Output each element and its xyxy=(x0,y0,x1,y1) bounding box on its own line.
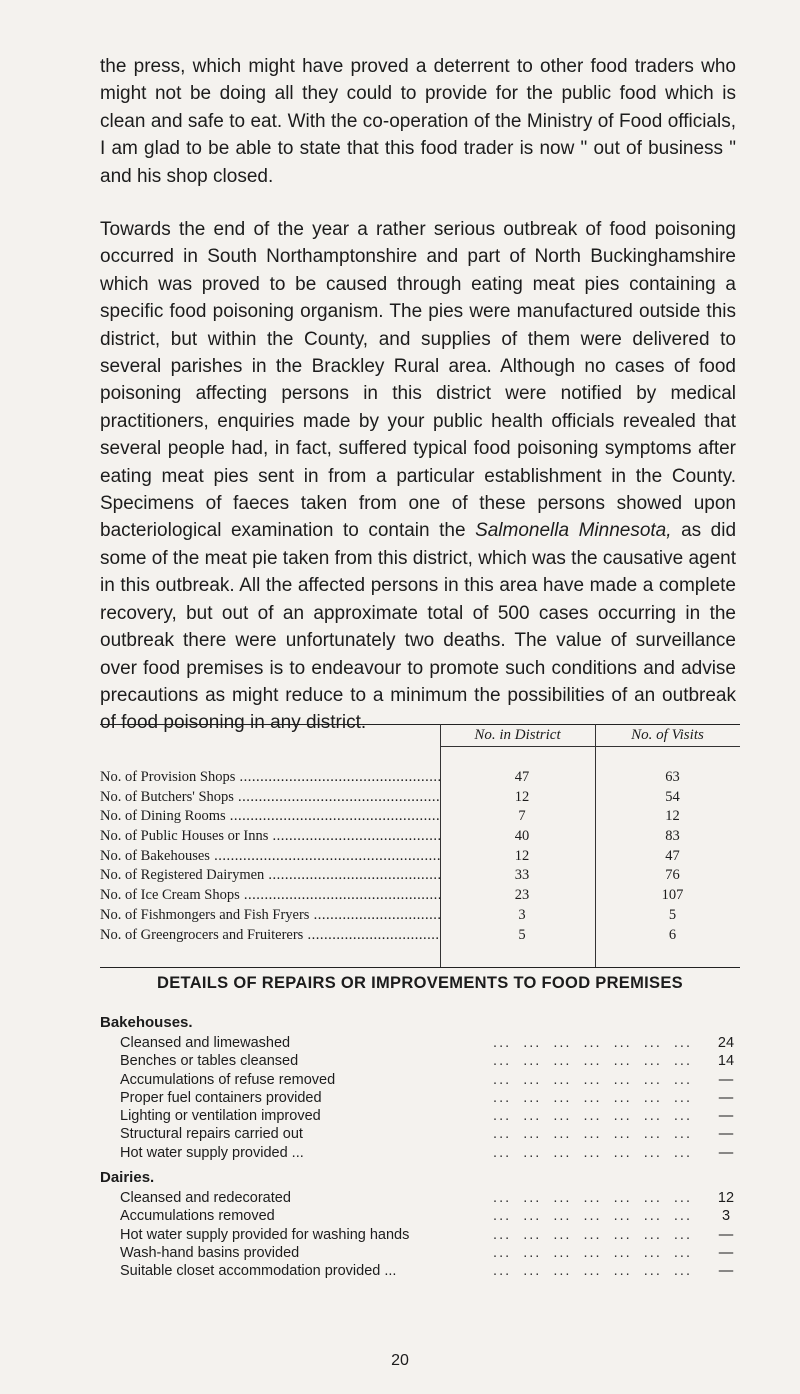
table-row xyxy=(100,906,740,926)
list-item xyxy=(100,1089,740,1107)
item-value: 14 xyxy=(717,1053,735,1070)
row-district-count: 12 xyxy=(514,788,530,805)
list-item xyxy=(100,1125,740,1143)
paragraph-intro: the press, which might have proved a deterrent to other food traders who might not be doing all they could to provide for the public food which is clean and safe to eat. With the co-operation of the Ministry of Food officials, I am glad to be able to state that this food trader is now " out of business " and his shop closed. xyxy=(100,56,736,187)
bakehouses-items xyxy=(100,1034,740,1162)
list-item xyxy=(100,1262,740,1280)
item-text: Proper fuel containers provided xyxy=(120,1089,328,1107)
paragraph-outbreak xyxy=(100,216,736,737)
table-row xyxy=(100,788,740,808)
item-value: — xyxy=(718,1108,734,1125)
item-value: 3 xyxy=(721,1208,731,1225)
dairies-heading: Dairies. xyxy=(100,1169,155,1186)
leader-dots: ... ... ... ... ... ... ... xyxy=(493,1071,692,1088)
item-text: Structural repairs carried out xyxy=(120,1125,309,1143)
row-visits-count: 12 xyxy=(665,808,680,825)
details-title: DETAILS OF REPAIRS OR IMPROVEMENTS TO FOOD PREMISES xyxy=(157,974,683,992)
table-bottom-rule xyxy=(100,967,740,968)
leader-dots: ... ... ... ... ... ... ... xyxy=(493,1126,692,1143)
list-item xyxy=(100,1071,740,1089)
item-text: Accumulations removed xyxy=(120,1207,281,1225)
item-text: Accumulations of refuse removed xyxy=(120,1071,341,1089)
row-visits-count: 107 xyxy=(661,887,684,904)
page-number: 20 xyxy=(391,1352,409,1369)
row-district-count: 12 xyxy=(514,847,530,864)
table-row xyxy=(100,886,740,906)
list-item xyxy=(100,1144,740,1162)
bakehouses-section xyxy=(100,1012,740,1162)
organism-name: Salmonella Minnesota, xyxy=(475,520,672,542)
row-label: No. of Provision Shops ..... xyxy=(100,768,440,788)
row-label: No. of Fishmongers and Fish Fryers ..... xyxy=(100,906,440,926)
item-value: 12 xyxy=(717,1190,735,1206)
item-value: — xyxy=(718,1263,734,1280)
leader-dots: ... ... ... ... ... ... ... xyxy=(493,1208,692,1225)
item-value: — xyxy=(718,1244,734,1261)
item-text: Cleansed and redecorated xyxy=(120,1189,297,1207)
row-district-count: 47 xyxy=(514,769,530,785)
item-value: 24 xyxy=(717,1035,735,1051)
item-text: Suitable closet accommodation provided ... xyxy=(120,1262,402,1280)
paragraph-outbreak-part-b: as did some of the meat pie taken from this district, which was the causative agent in this outbreak. All the affected persons in this area have made a complete recovery, but out of an approximate total of 500 cases occurring in the outbreak there were unfortunately two deaths. The value of surveillance over food premises is to endeavour to promote such conditions and advise precautions as might reduce to a minimum the possibilities of an outbreak of food poisoning in any district. xyxy=(100,520,737,734)
leader-dots: ... ... ... ... ... ... ... xyxy=(493,1035,692,1051)
row-visits-count: 6 xyxy=(668,926,677,943)
leader-dots: ... ... ... ... ... ... ... xyxy=(493,1108,692,1125)
list-item xyxy=(100,1226,740,1244)
item-value: — xyxy=(718,1226,734,1243)
col-header-district: No. in District xyxy=(474,727,561,743)
list-item xyxy=(100,1244,740,1262)
row-label: No. of Registered Dairymen ..... xyxy=(100,866,440,886)
table-top-rule xyxy=(100,724,740,725)
table-row xyxy=(100,926,740,946)
row-district-count: 33 xyxy=(514,867,530,884)
row-label: No. of Ice Cream Shops ..... xyxy=(100,886,440,906)
row-visits-count: 47 xyxy=(665,847,680,864)
list-item xyxy=(100,1189,740,1207)
leader-dots: ... ... ... ... ... ... ... xyxy=(493,1226,692,1243)
leader-dots: ... ... ... ... ... ... ... xyxy=(493,1244,692,1261)
item-text: Hot water supply provided for washing hands xyxy=(120,1226,415,1244)
row-visits-count: 54 xyxy=(665,788,680,805)
item-value: — xyxy=(718,1144,734,1161)
leader-dots: ... ... ... ... ... ... ... xyxy=(493,1263,692,1280)
leader-dots: ... ... ... ... ... ... ... xyxy=(493,1144,692,1161)
item-text: Hot water supply provided ... xyxy=(120,1144,310,1162)
leader-dots: ... ... ... ... ... ... ... xyxy=(493,1053,692,1070)
row-label: No. of Bakehouses ..... xyxy=(100,847,440,867)
row-visits-count: 5 xyxy=(668,906,677,923)
paragraph-outbreak-part-a: Towards the end of the year a rather serious outbreak of food poisoning occurred in South Northamptonshire and part of North Buckinghamshire which was proved to be caused through eating meat pies containing a specific food poisoning organism. The pies were manufactured outside this district, but within the County, and supplies of them were delivered to several parishes in the Brackley Rural area. Although no cases of food poisoning affecting persons in this district were notified by medical practitioners, enquiries made by your public health officials revealed that several people had, in fact, suffered typical food poisoning symptoms after eating meat pies sent in from a particular establishment in the County. Specimens of faeces taken from one of these persons showed upon bacteriological examination to contain the xyxy=(100,219,736,542)
col-header-visits: No. of Visits xyxy=(631,727,704,743)
list-item xyxy=(100,1107,740,1125)
list-item xyxy=(100,1052,740,1070)
row-visits-count: 83 xyxy=(665,828,680,845)
dairies-items xyxy=(100,1189,740,1280)
row-district-count: 3 xyxy=(518,906,526,923)
row-district-count: 23 xyxy=(514,887,530,904)
row-visits-count: 63 xyxy=(665,769,680,785)
item-text: Cleansed and limewashed xyxy=(120,1034,296,1052)
table-header-rule xyxy=(440,746,740,747)
item-value: — xyxy=(718,1089,734,1106)
leader-dots: ... ... ... ... ... ... ... xyxy=(493,1190,692,1206)
item-value: — xyxy=(718,1071,734,1088)
row-label: No. of Greengrocers and Fruiterers ..... xyxy=(100,926,440,946)
row-label: No. of Public Houses or Inns ..... xyxy=(100,827,440,847)
row-visits-count: 76 xyxy=(665,867,680,884)
row-district-count: 5 xyxy=(518,926,526,943)
table-row xyxy=(100,827,740,847)
leader-dots: ... ... ... ... ... ... ... xyxy=(493,1089,692,1106)
list-item xyxy=(100,1207,740,1225)
table-row xyxy=(100,847,740,867)
table-row xyxy=(100,866,740,886)
row-label: No. of Butchers' Shops ..... xyxy=(100,788,440,808)
row-label: No. of Dining Rooms ..... xyxy=(100,807,440,827)
table-rows xyxy=(100,768,740,945)
table-row xyxy=(100,768,740,788)
row-district-count: 40 xyxy=(514,828,530,845)
bakehouses-heading: Bakehouses. xyxy=(100,1014,193,1031)
list-item xyxy=(100,1034,740,1052)
item-text: Wash-hand basins provided xyxy=(120,1244,305,1262)
item-value: — xyxy=(718,1126,734,1143)
dairies-section xyxy=(100,1167,740,1280)
item-text: Benches or tables cleansed xyxy=(120,1052,304,1070)
table-row xyxy=(100,807,740,827)
item-text: Lighting or ventilation improved xyxy=(120,1107,327,1125)
row-district-count: 7 xyxy=(518,808,526,825)
